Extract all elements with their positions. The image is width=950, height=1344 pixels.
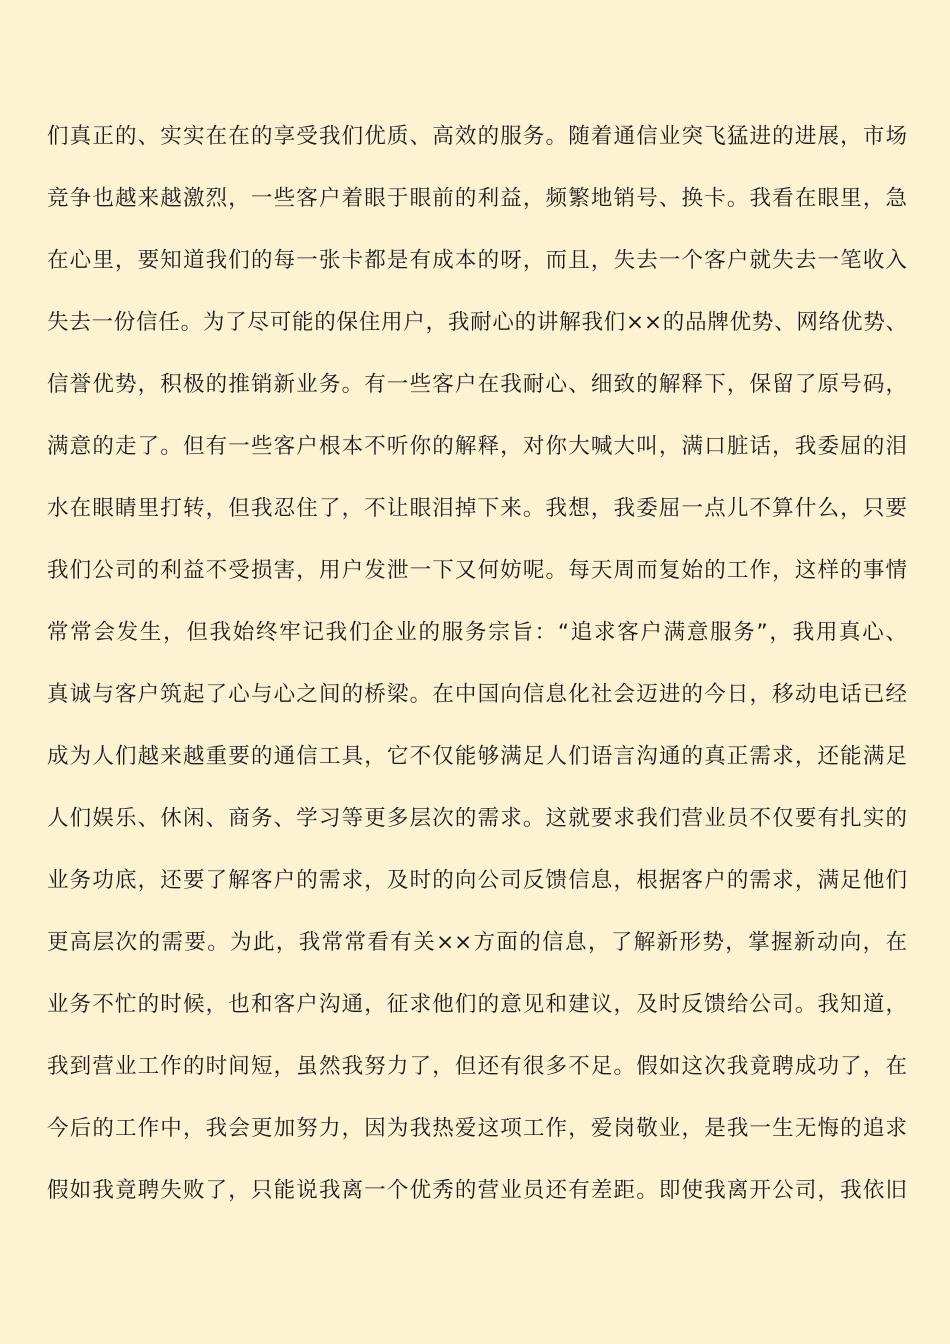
text-line: 假如我竟聘失败了，只能说我离一个优秀的营业员还有差距。即使我离开公司，我依旧 (47, 1178, 907, 1203)
text-line: 业务功底，还要了解客户的需求，及时的向公司反馈信息，根据客户的需求，满足他们 (47, 868, 907, 893)
text-line: 人们娱乐、休闲、商务、学习等更多层次的需求。这就要求我们营业员不仅要有扎实的 (47, 806, 907, 831)
text-line: 满意的走了。但有一些客户根本不听你的解释，对你大喊大叫，满口脏话，我委屈的泪 (47, 434, 907, 459)
text-line: 业务不忙的时候，也和客户沟通，征求他们的意见和建议，及时反馈给公司。我知道， (47, 992, 907, 1017)
text-line: 更高层次的需要。为此，我常常看有关××方面的信息，了解新形势，掌握新动向，在 (47, 930, 907, 955)
text-line: 成为人们越来越重要的通信工具，它不仅能够满足人们语言沟通的真正需求，还能满足 (47, 744, 907, 769)
text-line: 在心里，要知道我们的每一张卡都是有成本的呀，而且，失去一个客户就失去一笔收入 (47, 248, 907, 273)
text-line: 我们公司的利益不受损害，用户发泄一下又何妨呢。每天周而复始的工作，这样的事情 (47, 558, 907, 583)
text-line: 今后的工作中，我会更加努力，因为我热爱这项工作，爱岗敬业，是我一生无悔的追求 (47, 1116, 907, 1141)
text-line: 失去一份信任。为了尽可能的保住用户，我耐心的讲解我们××的品牌优势、网络优势、 (47, 310, 907, 335)
text-line: 水在眼睛里打转，但我忍住了，不让眼泪掉下来。我想，我委屈一点儿不算什么，只要 (47, 496, 907, 521)
text-line: 真诚与客户筑起了心与心之间的桥梁。在中国向信息化社会迈进的今日，移动电话已经 (47, 682, 907, 707)
text-line: 信誉优势，积极的推销新业务。有一些客户在我耐心、细致的解释下，保留了原号码， (47, 372, 907, 397)
text-line: 们真正的、实实在在的享受我们优质、高效的服务。随着通信业突飞猛进的进展，市场 (47, 124, 907, 149)
body-text (47, 119, 907, 1235)
text-line: 常常会发生，但我始终牢记我们企业的服务宗旨：“追求客户满意服务”，我用真心、 (47, 620, 907, 645)
text-line: 我到营业工作的时间短，虽然我努力了，但还有很多不足。假如这次我竟聘成功了，在 (47, 1054, 907, 1079)
text-line: 竞争也越来越激烈，一些客户着眼于眼前的利益，频繁地销号、换卡。我看在眼里，急 (47, 186, 907, 211)
